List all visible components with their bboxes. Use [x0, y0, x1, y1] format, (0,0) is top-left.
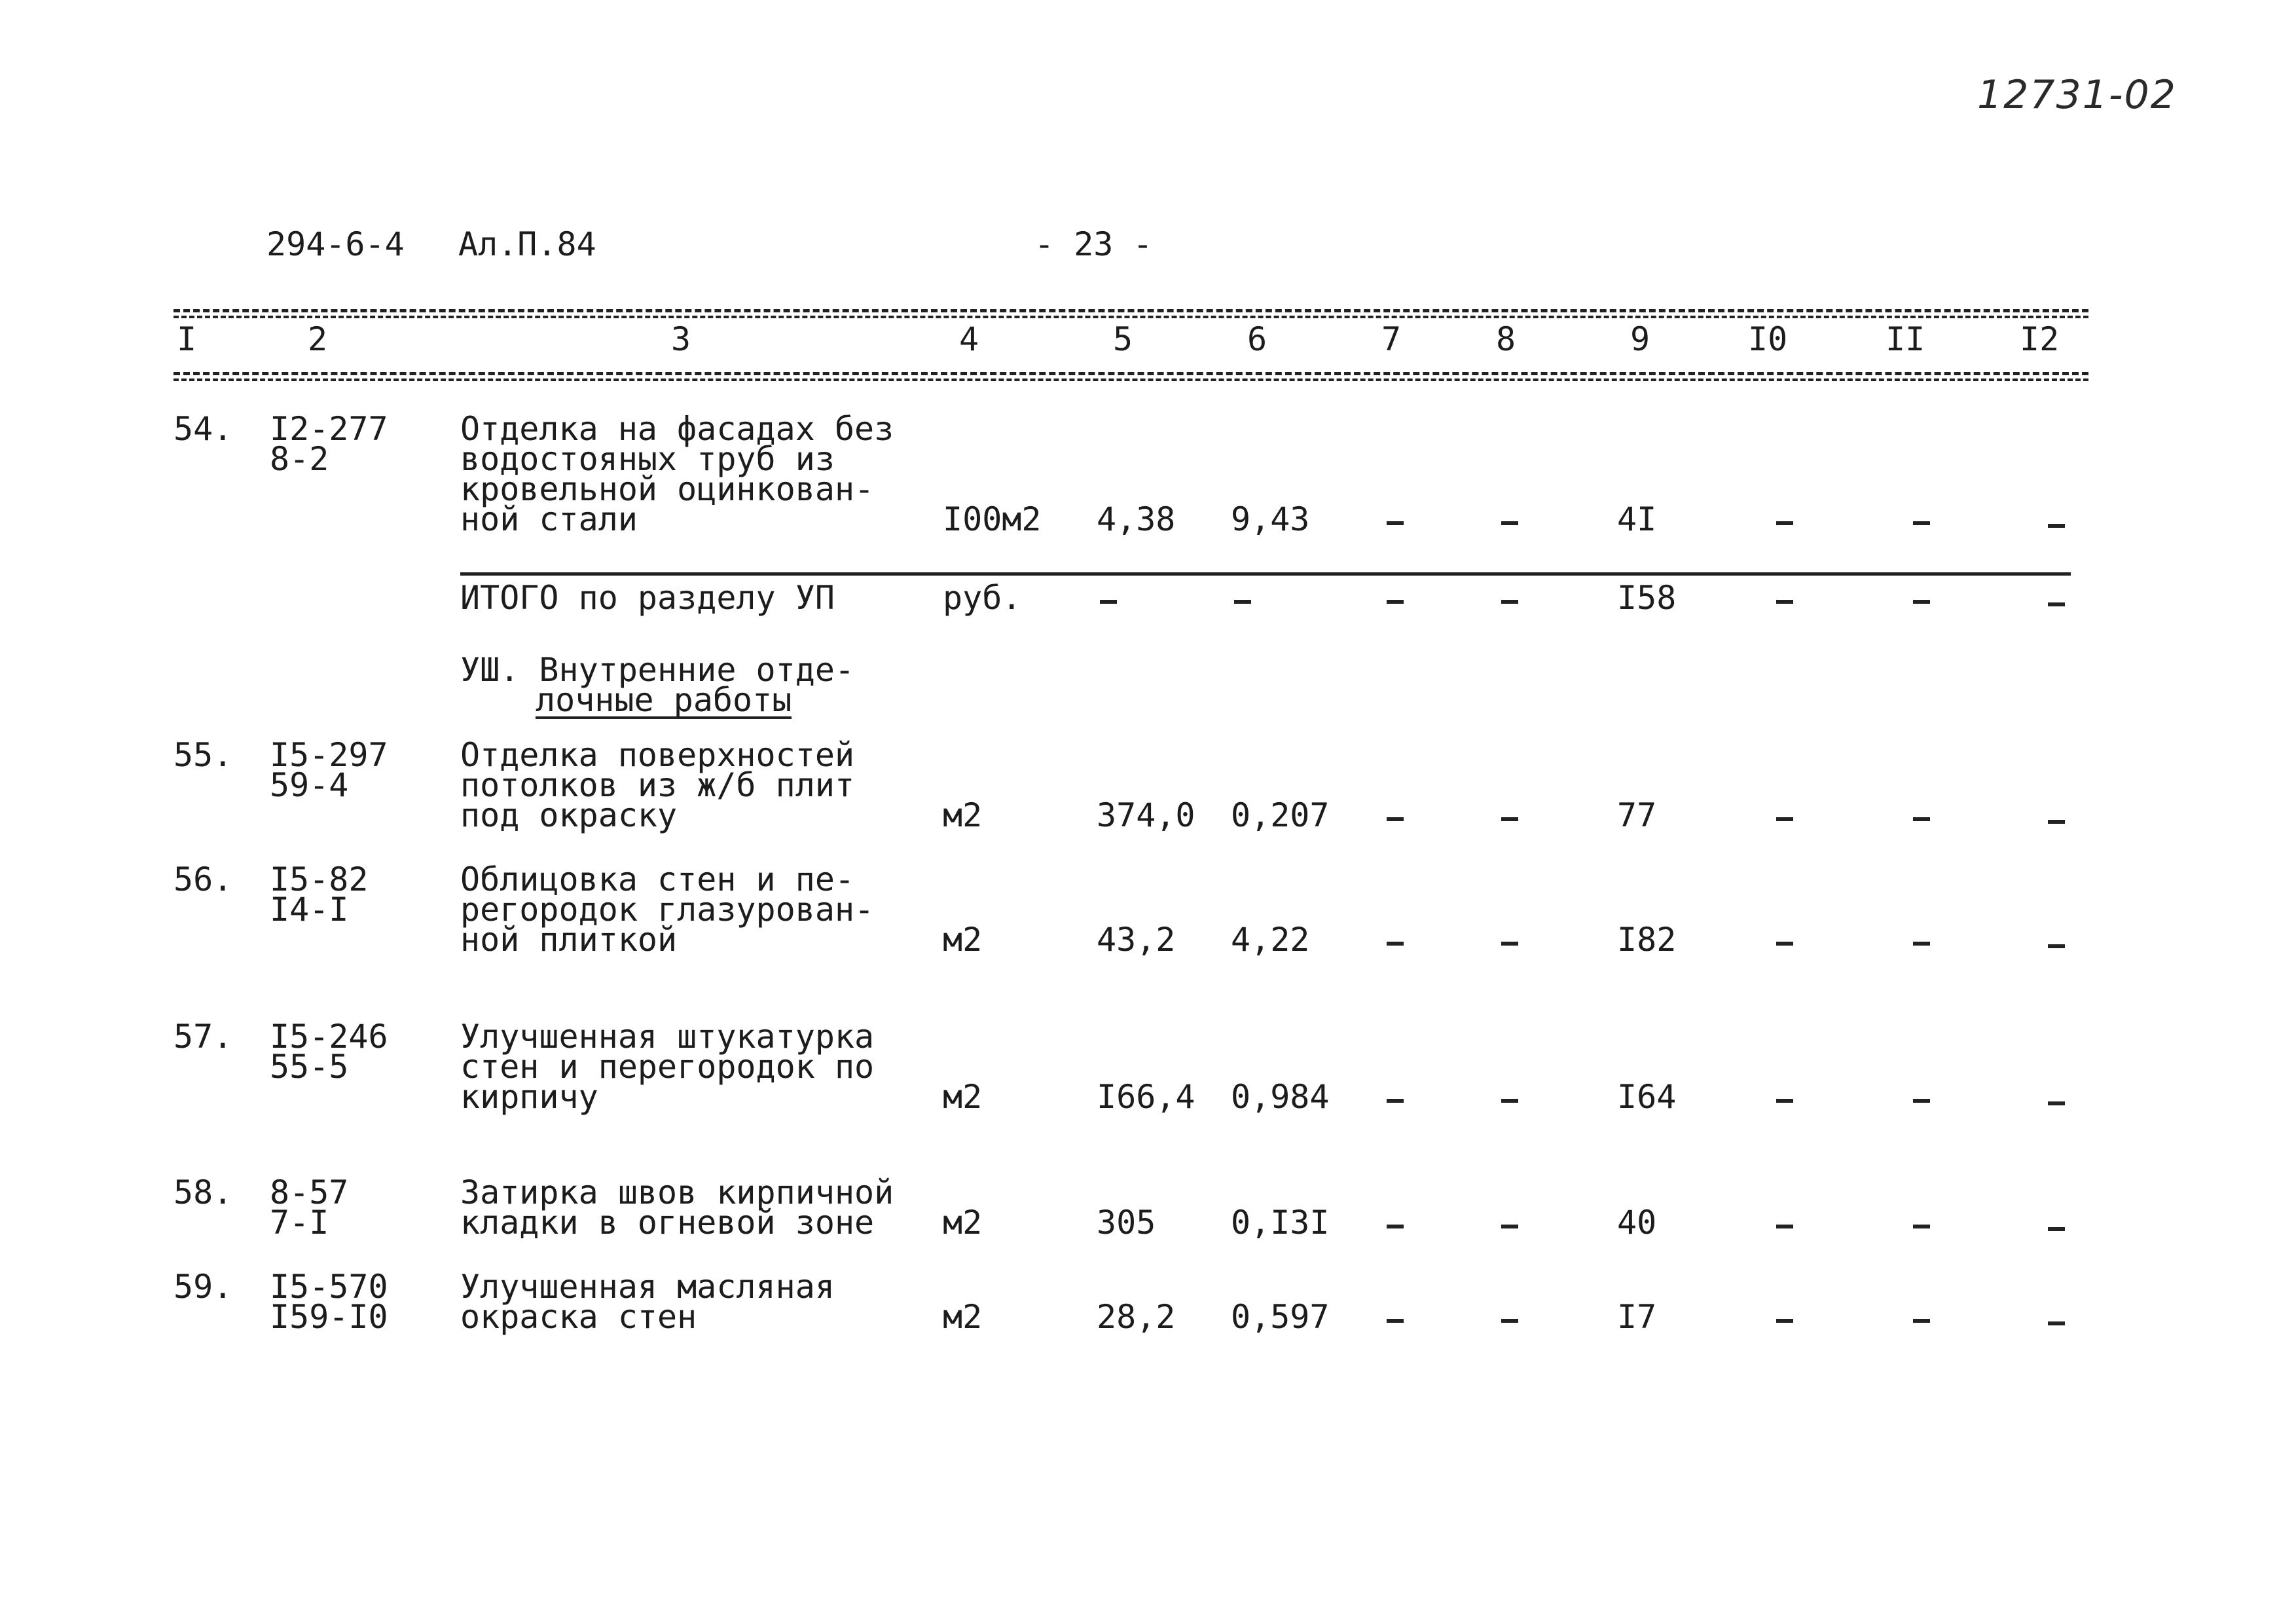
- header-bottom-rule: [173, 372, 2088, 375]
- table-top-rule-inner: [173, 316, 2088, 318]
- total-cell: I7: [1617, 1298, 1657, 1336]
- column-number: 3: [671, 320, 691, 358]
- empty-cell-dash: [1501, 521, 1518, 525]
- quantity-cell: 374,0: [1097, 796, 1195, 834]
- quantity-cell: 4,38: [1097, 500, 1176, 538]
- norm-code: I59-I0: [270, 1298, 388, 1336]
- column-number: 4: [959, 320, 979, 358]
- empty-cell-dash: [1776, 600, 1793, 604]
- row-number: 58.: [173, 1173, 233, 1211]
- norm-code: I5-82: [270, 860, 369, 898]
- column-number: 9: [1630, 320, 1650, 358]
- empty-cell-dash: [2048, 944, 2065, 948]
- empty-cell-dash: [1387, 1099, 1404, 1103]
- empty-cell-dash: [2048, 820, 2065, 824]
- column-number: I0: [1748, 320, 1788, 358]
- work-description: Облицовка стен и пе-: [460, 860, 855, 898]
- empty-cell-dash: [1100, 600, 1117, 604]
- document-code: 294-6-4: [266, 225, 405, 263]
- empty-cell-dash: [1776, 817, 1793, 821]
- total-cell: 40: [1617, 1204, 1657, 1242]
- empty-cell-dash: [1913, 1099, 1930, 1103]
- empty-cell-dash: [2048, 1101, 2065, 1105]
- handwritten-reference: 12731-02: [1977, 72, 2177, 118]
- column-number: I: [177, 320, 197, 358]
- work-description: Улучшенная штукатурка: [460, 1018, 875, 1056]
- unit-cell: м2: [943, 1204, 983, 1242]
- empty-cell-dash: [1501, 600, 1518, 604]
- norm-code: 8-2: [270, 440, 329, 478]
- empty-cell-dash: [1501, 817, 1518, 821]
- empty-cell-dash: [1913, 600, 1930, 604]
- norm-code: I4-I: [270, 891, 349, 929]
- empty-cell-dash: [1387, 942, 1404, 946]
- unit-cell: м2: [943, 796, 983, 834]
- work-description: окраска стен: [460, 1298, 697, 1336]
- work-description: ной плиткой: [460, 921, 678, 959]
- unit-cell: м2: [943, 1298, 983, 1336]
- work-description: кладки в огневой зоне: [460, 1204, 875, 1242]
- norm-code: I2-277: [270, 410, 388, 448]
- empty-cell-dash: [1501, 942, 1518, 946]
- column-number: 7: [1381, 320, 1402, 358]
- empty-cell-dash: [1913, 817, 1930, 821]
- empty-cell-dash: [1501, 1225, 1518, 1228]
- total-cell: I82: [1617, 921, 1677, 959]
- empty-cell-dash: [2048, 1227, 2065, 1231]
- unit-price-cell: 9,43: [1231, 500, 1310, 538]
- page-number: - 23 -: [1034, 225, 1153, 263]
- norm-code: 7-I: [270, 1204, 329, 1242]
- quantity-cell: I66,4: [1097, 1078, 1195, 1116]
- empty-cell-dash: [2048, 602, 2065, 606]
- work-description: регородок глазурован-: [460, 891, 875, 929]
- empty-cell-dash: [1776, 1099, 1793, 1103]
- total-cell: I64: [1617, 1078, 1677, 1116]
- work-description: кирпичу: [460, 1078, 598, 1116]
- norm-code: I5-246: [270, 1018, 388, 1056]
- column-number: 2: [308, 320, 328, 358]
- work-description: под окраску: [460, 796, 678, 834]
- column-number: II: [1886, 320, 1925, 358]
- empty-cell-dash: [1776, 521, 1793, 525]
- subtotal-rule: [460, 572, 2071, 576]
- section-heading: УШ. Внутренние отде-: [460, 651, 855, 689]
- empty-cell-dash: [1913, 1319, 1930, 1323]
- column-number: 5: [1113, 320, 1133, 358]
- empty-cell-dash: [1501, 1319, 1518, 1323]
- empty-cell-dash: [1913, 1225, 1930, 1228]
- empty-cell-dash: [1387, 1319, 1404, 1323]
- work-description: Отделка на фасадах без: [460, 410, 894, 448]
- norm-code: 8-57: [270, 1173, 349, 1211]
- work-description: стен и перегородок по: [460, 1048, 875, 1086]
- unit-price-cell: 0,984: [1231, 1078, 1330, 1116]
- row-number: 56.: [173, 860, 233, 898]
- norm-code: 59-4: [270, 766, 349, 804]
- norm-code: I5-297: [270, 736, 388, 774]
- empty-cell-dash: [1387, 817, 1404, 821]
- empty-cell-dash: [1501, 1099, 1518, 1103]
- norm-code: 55-5: [270, 1048, 349, 1086]
- work-description: водостояных труб из: [460, 440, 835, 478]
- subtotal-unit: руб.: [943, 579, 1022, 617]
- empty-cell-dash: [1234, 600, 1251, 604]
- empty-cell-dash: [1387, 600, 1404, 604]
- empty-cell-dash: [1913, 521, 1930, 525]
- work-description: кровельной оцинкован-: [460, 470, 875, 508]
- quantity-cell: 28,2: [1097, 1298, 1176, 1336]
- norm-code: I5-570: [270, 1268, 388, 1306]
- subtotal-total: I58: [1617, 579, 1677, 617]
- row-number: 57.: [173, 1018, 233, 1056]
- unit-price-cell: 0,I3I: [1231, 1204, 1330, 1242]
- row-number: 59.: [173, 1268, 233, 1306]
- total-cell: 77: [1617, 796, 1657, 834]
- total-cell: 4I: [1617, 500, 1657, 538]
- column-number: 6: [1247, 320, 1267, 358]
- work-description: Затирка швов кирпичной: [460, 1173, 894, 1211]
- unit-cell: м2: [943, 1078, 983, 1116]
- empty-cell-dash: [1776, 1225, 1793, 1228]
- unit-price-cell: 4,22: [1231, 921, 1310, 959]
- unit-price-cell: 0,207: [1231, 796, 1330, 834]
- section-heading-underlined: лочные работы: [536, 681, 792, 719]
- empty-cell-dash: [1913, 942, 1930, 946]
- row-number: 55.: [173, 736, 233, 774]
- column-number: I2: [2020, 320, 2060, 358]
- quantity-cell: 43,2: [1097, 921, 1176, 959]
- table-top-rule: [173, 309, 2088, 312]
- empty-cell-dash: [1387, 1225, 1404, 1228]
- work-description: ной стали: [460, 500, 638, 538]
- subtotal-label: ИТОГО по разделу УП: [460, 579, 835, 617]
- quantity-cell: 305: [1097, 1204, 1156, 1242]
- unit-price-cell: 0,597: [1231, 1298, 1330, 1336]
- album-reference: Ал.П.84: [458, 225, 596, 263]
- empty-cell-dash: [1387, 521, 1404, 525]
- empty-cell-dash: [2048, 524, 2065, 528]
- work-description: потолков из ж/б плит: [460, 766, 855, 804]
- work-description: Улучшенная масляная: [460, 1268, 835, 1306]
- column-number: 8: [1496, 320, 1516, 358]
- work-description: Отделка поверхностей: [460, 736, 855, 774]
- empty-cell-dash: [2048, 1321, 2065, 1325]
- header-bottom-rule-inner: [173, 378, 2088, 381]
- empty-cell-dash: [1776, 1319, 1793, 1323]
- empty-cell-dash: [1776, 942, 1793, 946]
- unit-cell: м2: [943, 921, 983, 959]
- unit-cell: I00м2: [943, 500, 1042, 538]
- row-number: 54.: [173, 410, 233, 448]
